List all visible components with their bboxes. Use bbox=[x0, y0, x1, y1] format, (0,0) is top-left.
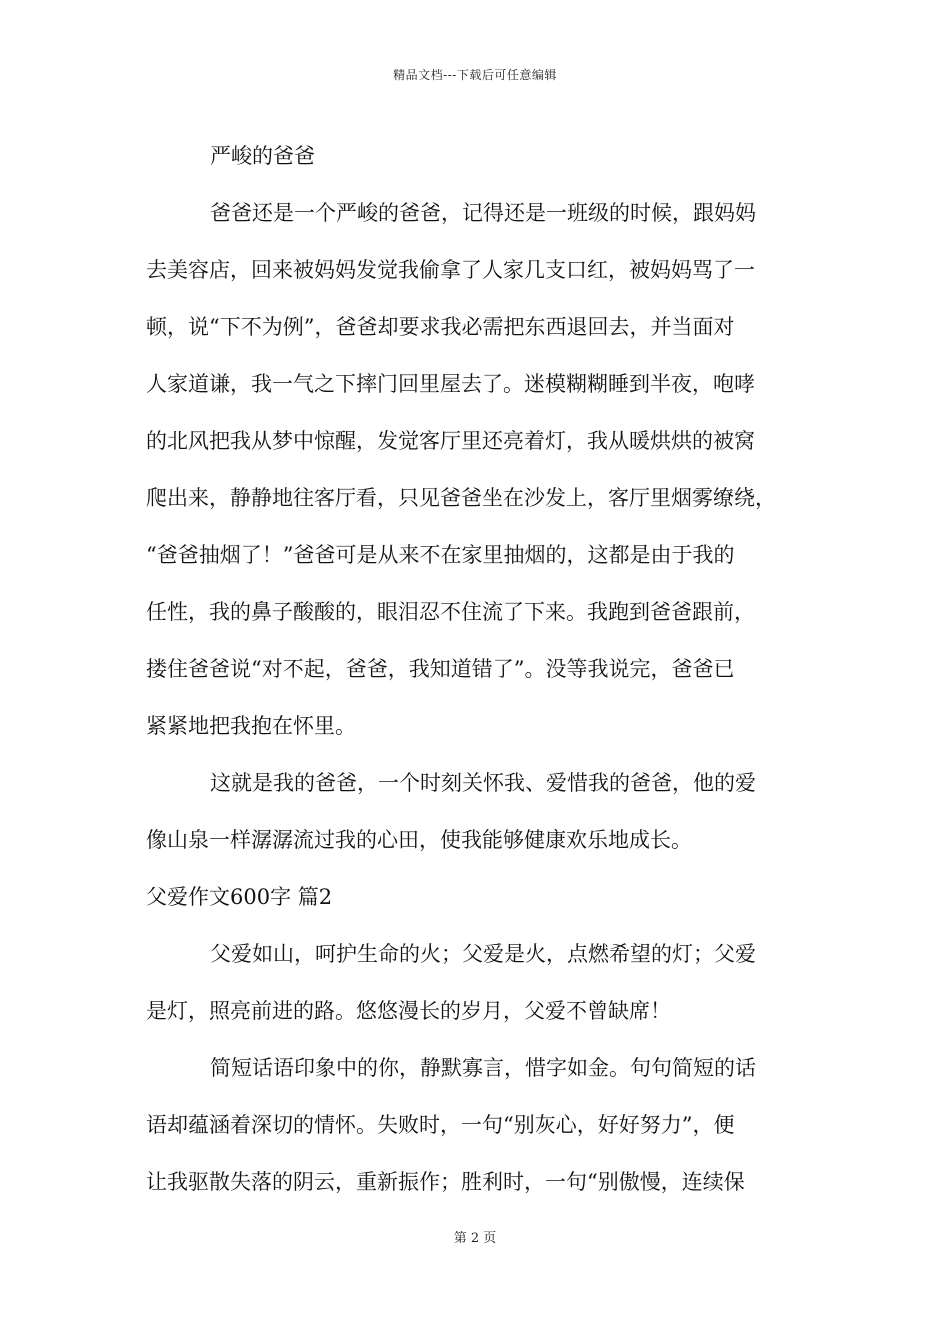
section-heading: 父爱作文600字 篇2 bbox=[146, 885, 333, 909]
paragraph-line: 简短话语印象中的你，静默寡言，惜字如金。句句简短的话 bbox=[210, 1056, 756, 1080]
paragraph-line: 顿，说“下不为例”，爸爸却要求我必需把东西退回去，并当面对 bbox=[146, 315, 735, 339]
paragraph-line: 像山泉一样潺潺流过我的心田，使我能够健康欢乐地成长。 bbox=[146, 828, 692, 852]
paragraph-line: 爸爸还是一个严峻的爸爸，记得还是一班级的时候，跟妈妈 bbox=[210, 201, 756, 225]
paragraph-line: 这就是我的爸爸，一个时刻关怀我、爱惜我的爸爸，他的爱 bbox=[210, 771, 756, 795]
paragraph-line: 的北风把我从梦中惊醒，发觉客厅里还亮着灯，我从暖烘烘的被窝 bbox=[146, 429, 755, 453]
paragraph-line: 父爱如山，呵护生命的火；父爱是火，点燃希望的灯；父爱 bbox=[210, 942, 756, 966]
paragraph-line: 爬出来，静静地往客厅看，只见爸爸坐在沙发上，客厅里烟雾缭绕， bbox=[146, 486, 776, 510]
paragraph-line: “爸爸抽烟了！”爸爸可是从来不在家里抽烟的，这都是由于我的 bbox=[146, 543, 735, 567]
page-number: 第 2 页 bbox=[453, 1231, 497, 1246]
paragraph-line: 去美容店，回来被妈妈发觉我偷拿了人家几支口红，被妈妈骂了一 bbox=[146, 258, 755, 282]
page-header: 精品文档---下载后可任意编辑 bbox=[393, 68, 557, 82]
article-title: 严峻的爸爸 bbox=[210, 144, 315, 168]
paragraph-line: 搂住爸爸说“对不起，爸爸，我知道错了”。没等我说完，爸爸已 bbox=[146, 657, 735, 681]
paragraph-line: 让我驱散失落的阴云，重新振作；胜利时，一句“别傲慢，连续保 bbox=[146, 1170, 745, 1194]
paragraph-line: 是灯，照亮前进的路。悠悠漫长的岁月，父爱不曾缺席！ bbox=[146, 999, 671, 1023]
paragraph-line: 人家道谦，我一气之下摔门回里屋去了。迷模糊糊睡到半夜，咆哮 bbox=[146, 372, 755, 396]
document-body bbox=[146, 128, 806, 1211]
paragraph-line: 紧紧地把我抱在怀里。 bbox=[146, 714, 356, 738]
paragraph-line: 语却蕴涵着深切的情怀。失败时，一句“别灰心，好好努力”，便 bbox=[146, 1113, 735, 1137]
paragraph-line: 任性，我的鼻子酸酸的，眼泪忍不住流了下来。我跑到爸爸跟前， bbox=[146, 600, 755, 624]
